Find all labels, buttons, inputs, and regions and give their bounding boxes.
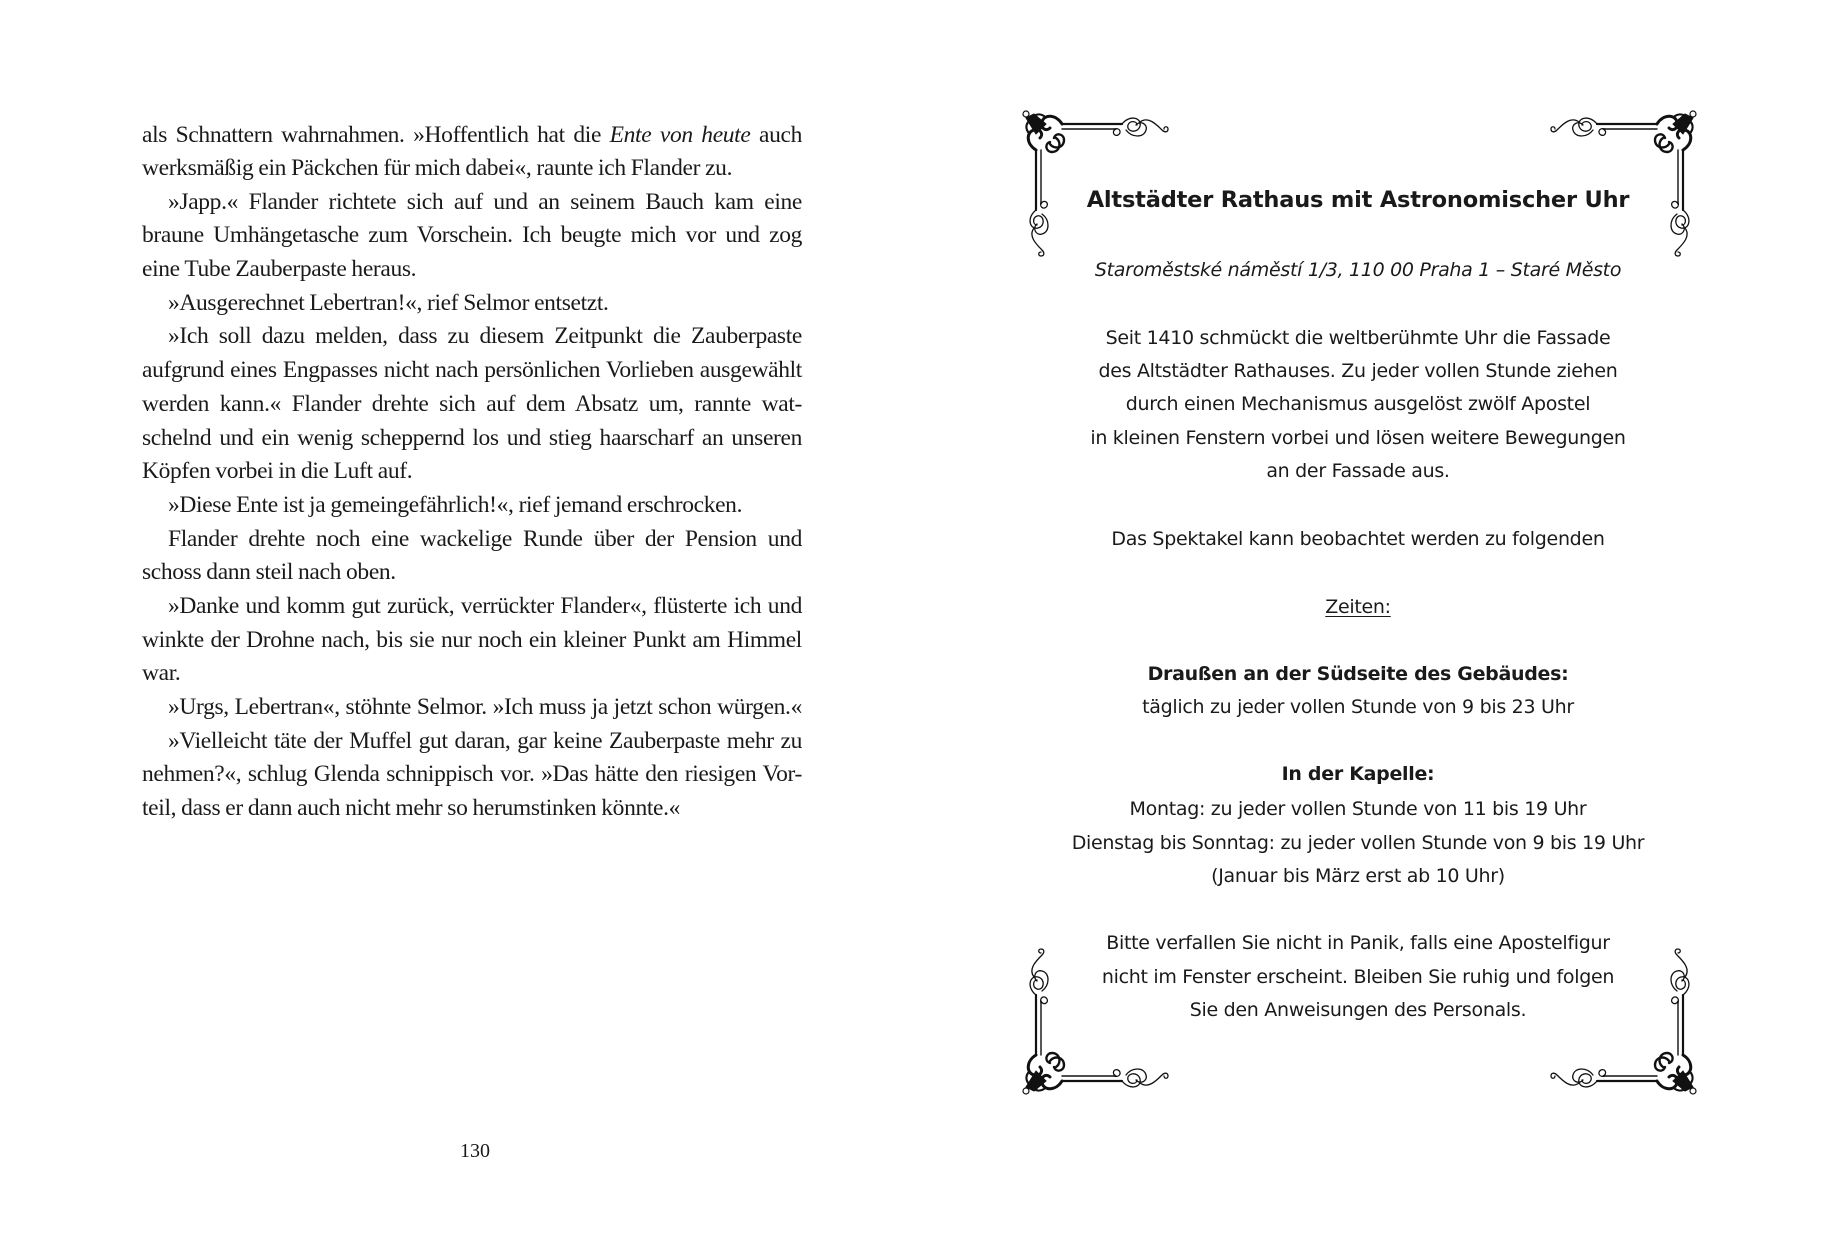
chapel-times-line: Dienstag bis Sonntag: zu jeder vollen Stunde von 9 bis 19 Uhr [1071,832,1645,854]
chapel-times-line: Montag: zu jeder vollen Stunde von 11 bis 19 Uhr [1129,798,1587,820]
text-line: nehmen?«, schlug Glenda schnippisch vor. »Das hätte den riesigen Vor- [142,761,802,787]
text-line: »Ausgerechnet Lebertran!«, rief Selmor entsetzt. [168,290,609,316]
text-line: Flander drehte noch eine wackelige Runde über der Pension und [168,526,802,552]
chapel-heading: In der Kapelle: [1281,763,1435,785]
text-line: werden kann.« Flander drehte sich auf dem Absatz um, rannte wat- [142,391,802,417]
text-line: teil, dass er dann auch nicht mehr so herumstinken könnte.« [142,795,681,821]
text-line: schelnd und ein wenig scheppernd los und stieg haarscharf an unseren [142,425,802,451]
text-line: war. [142,660,181,686]
page-title: Altstädter Rathaus mit Astronomischer Uhr [1086,187,1630,213]
address: Staroměstské náměstí 1/3, 110 00 Praha 1 – Staré Město [1094,259,1622,281]
text-line: braune Umhängetasche zum Vorschein. Ich beugte mich vor und zog [142,222,802,248]
outside-times: täglich zu jeder vollen Stunde von 9 bis 23 Uhr [1142,696,1574,718]
text-line: eine Tube Zauberpaste heraus. [142,256,417,282]
notice-line: Sie den Anweisungen des Personals. [1189,999,1527,1021]
text-line: »Urgs, Lebertran«, stöhnte Selmor. »Ich muss ja jetzt schon würgen.« [168,694,802,720]
text-line: werksmäßig ein Päckchen für mich dabei«, raunte ich Flander zu. [142,155,733,181]
page-number: 130 [460,1140,490,1162]
zeiten-heading: Zeiten: [1325,596,1391,618]
text-line: »Vielleicht täte der Muffel gut daran, gar keine Zauberpaste mehr zu [168,728,802,754]
chapel-times-line: (Januar bis März erst ab 10 Uhr) [1211,865,1505,887]
text-line: »Ich soll dazu melden, dass zu diesem Zeitpunkt die Zauberpaste [168,323,802,349]
intro-line: des Altstädter Rathauses. Zu jeder vollen Stunde ziehen [1098,360,1618,382]
intro-line: Seit 1410 schmückt die weltberühmte Uhr die Fassade [1105,327,1611,349]
text-line: »Danke und komm gut zurück, verrückter Flander«, flüsterte ich und [168,593,802,619]
spektakel-text: Das Spektakel kann beobachtet werden zu folgenden [1111,528,1605,550]
text-line: als Schnattern wahrnahmen. »Hoffentlich hat die Ente von heute auch [142,122,802,148]
text-line: winkte der Drohne nach, bis sie nur noch ein kleiner Punkt am Himmel [142,627,802,653]
text-line: »Japp.« Flander richtete sich auf und an seinem Bauch kam eine [168,189,802,215]
intro-line: an der Fassade aus. [1266,460,1450,482]
notice-line: nicht im Fenster erscheint. Bleiben Sie ruhig und folgen [1101,966,1615,988]
text-line: Köpfen vorbei in die Luft auf. [142,458,413,484]
notice-line: Bitte verfallen Sie nicht in Panik, falls eine Apostelfigur [1106,932,1610,954]
text-line: aufgrund eines Engpasses nicht nach persönlichen Vorlieben ausgewählt [142,357,802,383]
intro-line: in kleinen Fenstern vorbei und lösen weitere Bewegungen [1090,427,1626,449]
intro-line: durch einen Mechanismus ausgelöst zwölf Apostel [1125,393,1591,415]
italic-title: Ente von heute [609,122,751,148]
outside-heading: Draußen an der Südseite des Gebäudes: [1147,663,1569,685]
text-line: »Diese Ente ist ja gemeingefährlich!«, rief jemand erschrocken. [168,492,743,518]
left-page [0,0,915,1240]
text-line: schoss dann steil nach oben. [142,559,396,585]
